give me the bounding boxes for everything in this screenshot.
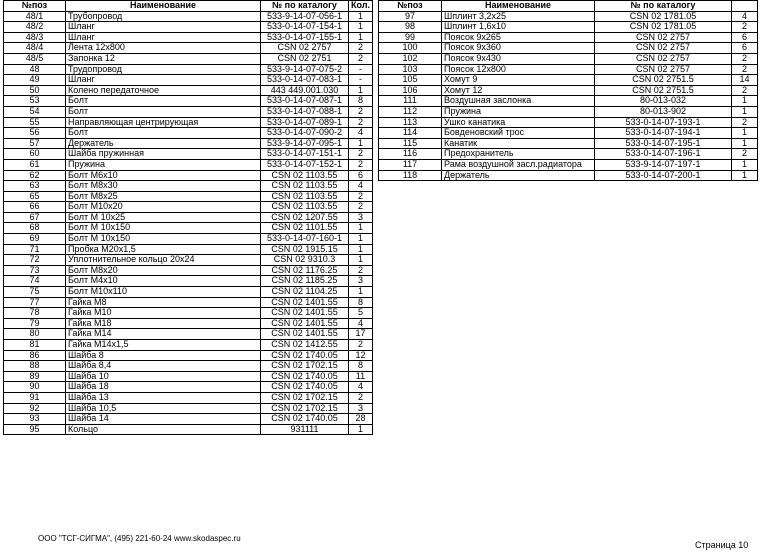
cell-qty: 1 <box>349 287 373 298</box>
table-row <box>4 318 373 329</box>
cell-catalog: 533-0-14-07-196-1 <box>595 149 732 160</box>
cell-name: Шайба 8,4 <box>66 361 261 372</box>
cell-name: Болт М6x10 <box>66 170 261 181</box>
cell-catalog: 533-0-14-07-194-1 <box>595 128 732 139</box>
cell-qty: - <box>349 64 373 75</box>
table-row <box>4 128 373 139</box>
cell-qty: 2 <box>732 85 758 96</box>
cell-catalog: 533-0-14-07-089-1 <box>261 117 349 128</box>
cell-name: Шайба 10 <box>66 371 261 382</box>
cell-catalog: CSN 02 1740.05 <box>261 382 349 393</box>
cell-catalog: 443 449.001.030 <box>261 85 349 96</box>
cell-catalog: CSN 02 1781.05 <box>595 11 732 22</box>
cell-pos: 63 <box>4 181 66 192</box>
cell-name: Болт М10x110 <box>66 287 261 298</box>
cell-qty: 4 <box>732 11 758 22</box>
cell-name: Запонка 12 <box>66 53 261 64</box>
cell-pos: 61 <box>4 159 66 170</box>
table-row <box>4 234 373 245</box>
table-row <box>379 138 758 149</box>
table-row <box>379 159 758 170</box>
table-row <box>4 255 373 266</box>
table-row <box>4 287 373 298</box>
cell-qty: 8 <box>349 297 373 308</box>
table-row <box>4 191 373 202</box>
table-row <box>4 361 373 372</box>
cell-pos: 99 <box>379 32 442 43</box>
table-row <box>379 170 758 181</box>
table-row <box>4 223 373 234</box>
table-row <box>4 414 373 425</box>
table-row <box>4 53 373 64</box>
header-name: Наименование <box>442 1 595 12</box>
header-pos: №поз <box>4 1 66 12</box>
cell-pos: 55 <box>4 117 66 128</box>
cell-qty: 1 <box>732 138 758 149</box>
cell-pos: 90 <box>4 382 66 393</box>
cell-name: Шплинт 3,2x25 <box>442 11 595 22</box>
cell-qty: 8 <box>349 361 373 372</box>
parts-table-left <box>3 0 373 435</box>
cell-pos: 77 <box>4 297 66 308</box>
cell-pos: 75 <box>4 287 66 298</box>
table-row <box>4 85 373 96</box>
cell-name: Шланг <box>66 32 261 43</box>
table-row <box>379 149 758 160</box>
table-row <box>379 117 758 128</box>
cell-pos: 65 <box>4 191 66 202</box>
cell-pos: 86 <box>4 350 66 361</box>
cell-catalog: CSN 02 1176.25 <box>261 265 349 276</box>
cell-catalog: CSN 02 1401.55 <box>261 329 349 340</box>
cell-qty: 2 <box>349 117 373 128</box>
cell-pos: 72 <box>4 255 66 266</box>
cell-qty: 2 <box>349 149 373 160</box>
cell-name: Хомут 9 <box>442 75 595 86</box>
cell-catalog: 533-9-14-07-075-2 <box>261 64 349 75</box>
cell-qty: 2 <box>349 159 373 170</box>
cell-catalog: 533-9-14-07-095-1 <box>261 138 349 149</box>
table-row <box>4 149 373 160</box>
cell-name: Хомут 12 <box>442 85 595 96</box>
cell-name: Бовденовский трос <box>442 128 595 139</box>
cell-pos: 100 <box>379 43 442 54</box>
cell-pos: 78 <box>4 308 66 319</box>
cell-qty: 4 <box>349 382 373 393</box>
cell-catalog: CSN 02 1740.05 <box>261 371 349 382</box>
cell-catalog: 533-0-14-07-151-1 <box>261 149 349 160</box>
cell-qty: 12 <box>349 350 373 361</box>
cell-name: Шайба пружинная <box>66 149 261 160</box>
cell-qty: 1 <box>732 106 758 117</box>
cell-name: Шайба 10,5 <box>66 403 261 414</box>
cell-catalog: CSN 02 1702.15 <box>261 361 349 372</box>
table-row <box>4 43 373 54</box>
table-row <box>4 265 373 276</box>
table-header-row <box>4 1 373 12</box>
table-row <box>379 43 758 54</box>
cell-qty: 5 <box>349 308 373 319</box>
cell-qty: 4 <box>349 128 373 139</box>
table-row <box>4 392 373 403</box>
cell-qty: 2 <box>349 53 373 64</box>
cell-name: Гайка М18 <box>66 318 261 329</box>
cell-catalog: 533-0-14-07-088-1 <box>261 106 349 117</box>
table-row <box>4 181 373 192</box>
cell-name: Болт М8x30 <box>66 181 261 192</box>
cell-qty: 1 <box>349 138 373 149</box>
cell-name: Уплотнительное кольцо 20x24 <box>66 255 261 266</box>
cell-catalog: 931111 <box>261 424 349 435</box>
cell-catalog: CSN 02 2757 <box>595 32 732 43</box>
cell-name: Болт М10x20 <box>66 202 261 213</box>
cell-pos: 111 <box>379 96 442 107</box>
cell-qty: 6 <box>732 43 758 54</box>
cell-pos: 118 <box>379 170 442 181</box>
cell-pos: 89 <box>4 371 66 382</box>
cell-qty: 2 <box>732 53 758 64</box>
cell-pos: 53 <box>4 96 66 107</box>
cell-pos: 97 <box>379 11 442 22</box>
cell-qty: 1 <box>732 170 758 181</box>
cell-name: Гайка М14x1,5 <box>66 340 261 351</box>
table-row <box>4 11 373 22</box>
cell-qty: 1 <box>732 159 758 170</box>
cell-pos: 115 <box>379 138 442 149</box>
cell-name: Гайка М10 <box>66 308 261 319</box>
cell-catalog: 533-0-14-07-160-1 <box>261 234 349 245</box>
table-row <box>379 106 758 117</box>
cell-qty: 2 <box>349 392 373 403</box>
cell-pos: 117 <box>379 159 442 170</box>
table-row <box>379 128 758 139</box>
cell-pos: 95 <box>4 424 66 435</box>
cell-pos: 48/5 <box>4 53 66 64</box>
cell-qty: 28 <box>349 414 373 425</box>
cell-name: Пружина <box>66 159 261 170</box>
cell-qty: 1 <box>349 85 373 96</box>
cell-catalog: CSN 02 1104.25 <box>261 287 349 298</box>
table-row <box>4 106 373 117</box>
cell-catalog: CSN 02 1185.25 <box>261 276 349 287</box>
cell-qty: 17 <box>349 329 373 340</box>
cell-pos: 88 <box>4 361 66 372</box>
cell-name: Поясок 9x430 <box>442 53 595 64</box>
table-row <box>4 117 373 128</box>
cell-name: Лента 12x800 <box>66 43 261 54</box>
cell-pos: 69 <box>4 234 66 245</box>
cell-qty: 1 <box>349 234 373 245</box>
cell-catalog: CSN 02 1401.55 <box>261 308 349 319</box>
cell-qty: 1 <box>732 128 758 139</box>
cell-catalog: CSN 02 1740.05 <box>261 414 349 425</box>
cell-name: Шайба 13 <box>66 392 261 403</box>
cell-qty: 2 <box>732 64 758 75</box>
cell-catalog: 533-0-14-07-152-1 <box>261 159 349 170</box>
cell-name: Шайба 18 <box>66 382 261 393</box>
cell-name: Рама воздушной засл.радиатора <box>442 159 595 170</box>
cell-catalog: CSN 02 2751.5 <box>595 85 732 96</box>
cell-catalog: 533-0-14-07-090-2 <box>261 128 349 139</box>
cell-qty: 1 <box>349 223 373 234</box>
cell-pos: 54 <box>4 106 66 117</box>
cell-qty: - <box>349 75 373 86</box>
cell-catalog: CSN 02 1740.05 <box>261 350 349 361</box>
header-qty: Кол. <box>349 1 373 12</box>
cell-name: Шплинт 1,6x10 <box>442 22 595 33</box>
cell-pos: 62 <box>4 170 66 181</box>
cell-name: Направляющая центрирующая <box>66 117 261 128</box>
cell-name: Ушко канатика <box>442 117 595 128</box>
cell-catalog: CSN 02 9310.3 <box>261 255 349 266</box>
cell-catalog: CSN 02 1401.55 <box>261 318 349 329</box>
cell-catalog: 533-9-14-07-197-1 <box>595 159 732 170</box>
cell-qty: 8 <box>349 96 373 107</box>
cell-qty: 14 <box>732 75 758 86</box>
cell-catalog: 533-9-14-07-056-1 <box>261 11 349 22</box>
cell-name: Колено передаточное <box>66 85 261 96</box>
cell-catalog: CSN 02 2757 <box>595 53 732 64</box>
table-row <box>4 96 373 107</box>
cell-pos: 93 <box>4 414 66 425</box>
cell-qty: 2 <box>349 265 373 276</box>
table-row <box>379 32 758 43</box>
cell-name: Болт М 10x150 <box>66 223 261 234</box>
cell-catalog: CSN 02 1412.55 <box>261 340 349 351</box>
cell-pos: 48/2 <box>4 22 66 33</box>
cell-pos: 103 <box>379 64 442 75</box>
cell-qty: 2 <box>349 43 373 54</box>
cell-qty: 1 <box>732 96 758 107</box>
cell-qty: 11 <box>349 371 373 382</box>
cell-pos: 114 <box>379 128 442 139</box>
cell-catalog: CSN 02 1915.15 <box>261 244 349 255</box>
table-row <box>4 403 373 414</box>
table-row <box>4 371 373 382</box>
cell-pos: 81 <box>4 340 66 351</box>
cell-name: Держатель <box>442 170 595 181</box>
cell-pos: 67 <box>4 212 66 223</box>
cell-catalog: 533-0-14-07-200-1 <box>595 170 732 181</box>
cell-pos: 60 <box>4 149 66 160</box>
table-row <box>4 159 373 170</box>
table-row <box>4 75 373 86</box>
cell-name: Трудопровод <box>66 64 261 75</box>
cell-qty: 2 <box>349 202 373 213</box>
cell-qty: 2 <box>349 340 373 351</box>
cell-pos: 91 <box>4 392 66 403</box>
header-pos: №поз <box>379 1 442 12</box>
table-header-row <box>379 1 758 12</box>
cell-pos: 56 <box>4 128 66 139</box>
cell-qty: 3 <box>349 403 373 414</box>
cell-pos: 57 <box>4 138 66 149</box>
cell-qty: 2 <box>349 191 373 202</box>
cell-name: Поясок 12x800 <box>442 64 595 75</box>
header-catalog: № по каталогу <box>261 1 349 12</box>
table-row <box>379 53 758 64</box>
cell-catalog: CSN 02 1103.55 <box>261 202 349 213</box>
cell-name: Болт М4x10 <box>66 276 261 287</box>
table-row <box>4 297 373 308</box>
cell-catalog: CSN 02 2757 <box>595 64 732 75</box>
cell-catalog: CSN 02 1101.55 <box>261 223 349 234</box>
cell-catalog: CSN 02 1207.55 <box>261 212 349 223</box>
table-row <box>4 32 373 43</box>
cell-pos: 80 <box>4 329 66 340</box>
cell-pos: 105 <box>379 75 442 86</box>
table-row <box>4 350 373 361</box>
cell-catalog: 533-0-14-07-083-1 <box>261 75 349 86</box>
cell-pos: 113 <box>379 117 442 128</box>
table-row <box>4 308 373 319</box>
cell-qty: 6 <box>732 32 758 43</box>
cell-pos: 98 <box>379 22 442 33</box>
table-row <box>379 75 758 86</box>
cell-qty: 4 <box>349 181 373 192</box>
cell-catalog: CSN 02 2757 <box>595 43 732 54</box>
cell-name: Болт М8x20 <box>66 265 261 276</box>
parts-table-right <box>378 0 758 181</box>
cell-catalog: CSN 02 1781.05 <box>595 22 732 33</box>
cell-name: Болт <box>66 106 261 117</box>
cell-name: Шайба 8 <box>66 350 261 361</box>
cell-name: Болт М 10x150 <box>66 234 261 245</box>
table-row <box>379 85 758 96</box>
cell-pos: 102 <box>379 53 442 64</box>
cell-pos: 74 <box>4 276 66 287</box>
cell-pos: 48/4 <box>4 43 66 54</box>
table-row <box>4 22 373 33</box>
cell-name: Трубопровод <box>66 11 261 22</box>
table-row <box>4 276 373 287</box>
cell-qty: 3 <box>349 212 373 223</box>
cell-qty: 1 <box>349 244 373 255</box>
cell-catalog: CSN 02 1103.55 <box>261 191 349 202</box>
cell-name: Болт М8x25 <box>66 191 261 202</box>
header-qty <box>732 1 758 12</box>
cell-name: Шланг <box>66 22 261 33</box>
cell-catalog: 80-013-902 <box>595 106 732 117</box>
cell-pos: 48/3 <box>4 32 66 43</box>
cell-qty: 1 <box>349 11 373 22</box>
cell-qty: 2 <box>732 22 758 33</box>
cell-pos: 73 <box>4 265 66 276</box>
footer-company: ООО "ТСГ-СИГМА", (495) 221-60-24 www.skodaspec.ru <box>38 534 241 543</box>
cell-name: Пробка М20x1,5 <box>66 244 261 255</box>
table-row <box>4 329 373 340</box>
cell-catalog: CSN 02 1702.15 <box>261 403 349 414</box>
cell-name: Предохранитель <box>442 149 595 160</box>
header-catalog: № по каталогу <box>595 1 732 12</box>
cell-qty: 1 <box>349 22 373 33</box>
cell-qty: 2 <box>349 106 373 117</box>
cell-name: Болт <box>66 96 261 107</box>
cell-qty: 4 <box>349 318 373 329</box>
cell-qty: 1 <box>349 255 373 266</box>
table-row <box>379 22 758 33</box>
table-row <box>379 11 758 22</box>
cell-catalog: 533-0-14-07-087-1 <box>261 96 349 107</box>
cell-pos: 112 <box>379 106 442 117</box>
cell-pos: 50 <box>4 85 66 96</box>
cell-catalog: CSN 02 1401.55 <box>261 297 349 308</box>
cell-pos: 68 <box>4 223 66 234</box>
header-name: Наименование <box>66 1 261 12</box>
cell-catalog: CSN 02 1103.55 <box>261 170 349 181</box>
cell-pos: 106 <box>379 85 442 96</box>
cell-name: Шайба 14 <box>66 414 261 425</box>
cell-qty: 3 <box>349 276 373 287</box>
cell-name: Пружина <box>442 106 595 117</box>
cell-catalog: CSN 02 2757 <box>261 43 349 54</box>
cell-name: Канатик <box>442 138 595 149</box>
cell-pos: 79 <box>4 318 66 329</box>
cell-pos: 92 <box>4 403 66 414</box>
cell-qty: 1 <box>349 424 373 435</box>
table-row <box>4 170 373 181</box>
cell-name: Поясок 9x360 <box>442 43 595 54</box>
page-number: Страница 10 <box>695 540 749 550</box>
cell-qty: 2 <box>732 149 758 160</box>
table-row <box>4 244 373 255</box>
cell-pos: 71 <box>4 244 66 255</box>
cell-pos: 48 <box>4 64 66 75</box>
table-row <box>4 340 373 351</box>
cell-name: Воздушная заслонка <box>442 96 595 107</box>
table-row <box>4 202 373 213</box>
table-row <box>4 382 373 393</box>
table-row <box>4 424 373 435</box>
cell-name: Держатель <box>66 138 261 149</box>
cell-catalog: CSN 02 1103.55 <box>261 181 349 192</box>
cell-catalog: 533-0-14-07-155-1 <box>261 32 349 43</box>
cell-catalog: CSN 02 1702.15 <box>261 392 349 403</box>
cell-pos: 49 <box>4 75 66 86</box>
cell-name: Поясок 9x265 <box>442 32 595 43</box>
cell-qty: 6 <box>349 170 373 181</box>
cell-name: Гайка М8 <box>66 297 261 308</box>
cell-name: Гайка М14 <box>66 329 261 340</box>
cell-pos: 48/1 <box>4 11 66 22</box>
cell-name: Кольцо <box>66 424 261 435</box>
cell-catalog: 533-0-14-07-193-1 <box>595 117 732 128</box>
table-row <box>379 96 758 107</box>
cell-name: Болт <box>66 128 261 139</box>
table-row <box>379 64 758 75</box>
cell-catalog: 80-013-032 <box>595 96 732 107</box>
cell-name: Болт М 10x25 <box>66 212 261 223</box>
cell-name: Шланг <box>66 75 261 86</box>
cell-catalog: CSN 02 2751.5 <box>595 75 732 86</box>
cell-pos: 66 <box>4 202 66 213</box>
table-row <box>4 64 373 75</box>
cell-catalog: 533-0-14-07-195-1 <box>595 138 732 149</box>
table-row <box>4 212 373 223</box>
cell-catalog: 533-0-14-07-154-1 <box>261 22 349 33</box>
cell-pos: 116 <box>379 149 442 160</box>
cell-catalog: CSN 02 2751 <box>261 53 349 64</box>
table-row <box>4 138 373 149</box>
cell-qty: 2 <box>732 117 758 128</box>
cell-qty: 1 <box>349 32 373 43</box>
